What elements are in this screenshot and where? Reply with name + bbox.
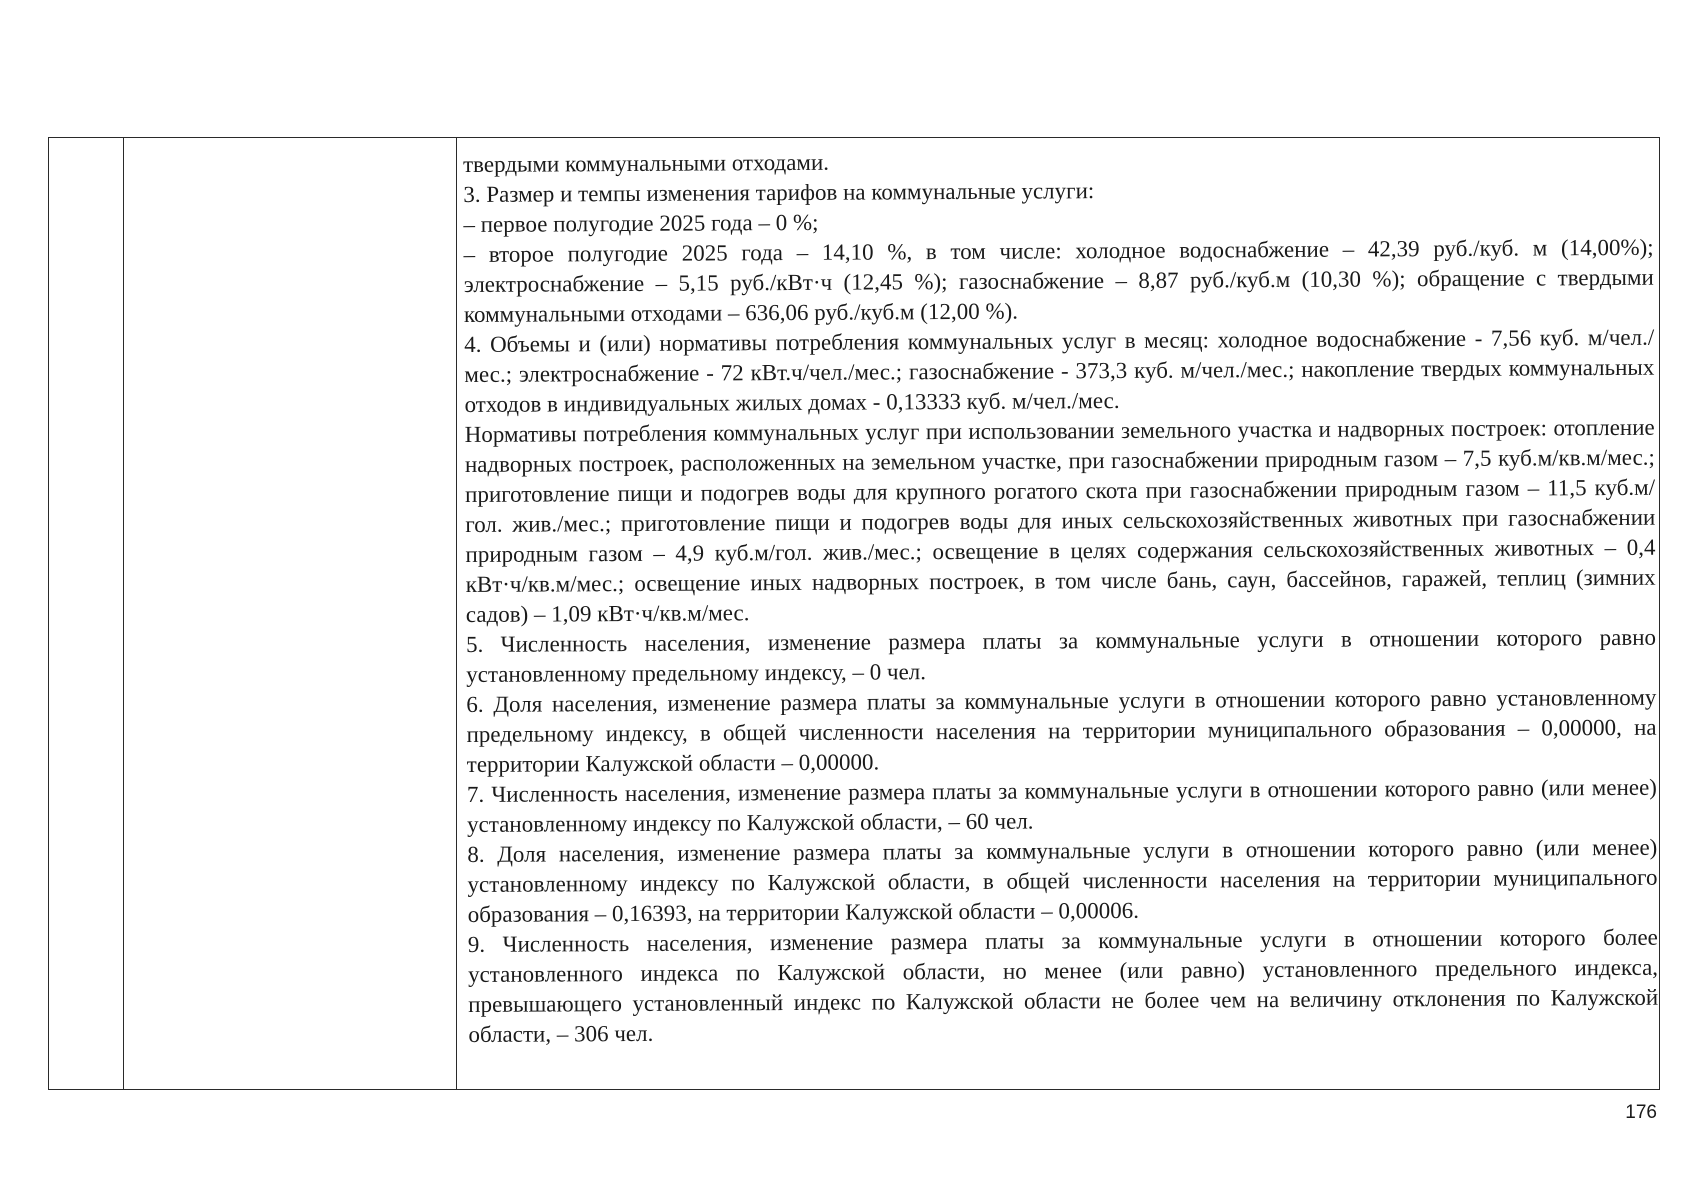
paragraph-population-regional-index: 7. Численность населения, изменение размера платы за коммунальные услуги в отношении которого равно (или менее) установленному индексу по Калужской области, – 60 чел. <box>466 774 1657 837</box>
page-number: 176 <box>1625 1102 1657 1123</box>
paragraph-consumption-volumes: 4. Объемы и (или) нормативы потребления коммунальных услуг в месяц: холодное водоснабжение - 7,56 куб. м/чел./мес.; электроснабжение - 72 кВт.ч/чел./мес.; газоснабжение - 373,3 куб. м/чел./мес.; накопление твердых коммунальных отходов в индивидуальных жилых домах - 0,13333 куб. м/чел./мес. <box>464 324 1655 417</box>
table-column-divider-2 <box>456 138 457 1089</box>
paragraph-second-half-2025: – второе полугодие 2025 года – 14,10 %, в том числе: холодное водоснабжение – 42,39 руб./куб. м (14,00%); электроснабжение – 5,15 руб./кВт·ч (12,45 %); газоснабжение – 8,87 руб./куб.м (10,30 %); обращение с твердыми коммунальными отходами – 636,06 руб./куб.м (12,00 %). <box>463 234 1654 327</box>
paragraph-tariff-heading: 3. Размер и темпы изменения тарифов на коммунальные услуги: <box>463 178 1095 207</box>
paragraph-waste-continuation: твердыми коммунальными отходами. <box>463 149 830 177</box>
paragraph-population-limit-index: 5. Численность населения, изменение размера платы за коммунальные услуги в отношении которого равно установленному предельному индексу, – 0 чел. <box>465 624 1657 687</box>
paragraph-first-half-2025: – первое полугодие 2025 года – 0 %; <box>463 209 819 237</box>
content-table <box>48 137 1660 1090</box>
paragraph-land-plot-norms: Нормативы потребления коммунальных услуг при использовании земельного участка и надворных построек: отопление надворных построек, расположенных на земельном участке, при газоснабжении природным газом – 7,5 куб.м/кв.м/мес.; приготовление пищи и подогрев воды для крупного рогатого скота при газоснабжении природным газом – 11,5 куб.м/гол. жив./мес.; приготовление пищи и подогрев воды для иных сельскохозяйственных животных при газоснабжении природным газом – 4,9 куб.м/гол. жив./мес.; освещение в целях содержания сельскохозяйственных животных – 0,4 кВт·ч/кв.м/мес.; освещение иных надворных построек, в том числе бань, саун, бассейнов, гаражей, теплиц (зимних садов) – 1,09 кВт·ч/кв.м/мес. <box>464 414 1656 627</box>
table-text-cell <box>463 143 1658 1050</box>
paragraph-share-limit-index: 6. Доля населения, изменение размера платы за коммунальные услуги в отношении которого равно установленному предельному индексу, в общей численности населения на территории муниципального образования – 0,00000, на территории Калужской области – 0,00000. <box>466 684 1657 777</box>
paragraph-share-regional-index: 8. Доля населения, изменение размера платы за коммунальные услуги в отношении которого равно (или менее) установленному индексу по Калужской области, в общей численности населения на территории муниципального образования – 0,16393, на территории Калужской области – 0,00006. <box>467 834 1658 927</box>
paragraph-population-above-index: 9. Численность населения, изменение размера платы за коммунальные услуги в отношении которого более установленного индекса по Калужской области, но менее (или равно) установленного предельного индекса, превышающего установленный индекс по Калужской области не более чем на величину отклонения по Калужской области, – 306 чел. <box>467 924 1659 1047</box>
table-column-divider-1 <box>123 138 124 1089</box>
